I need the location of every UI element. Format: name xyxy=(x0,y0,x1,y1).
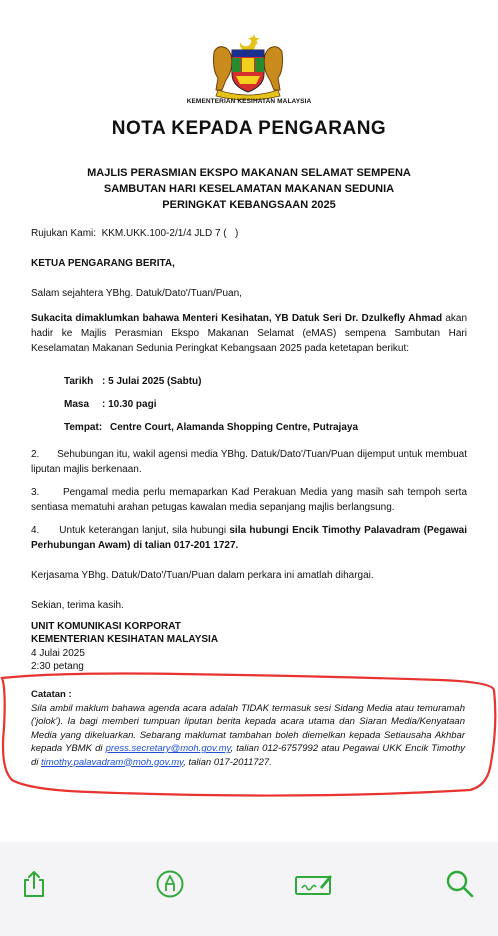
greeting: Salam sejahtera YBhg. Datuk/Dato'/Tuan/Puan, xyxy=(31,288,242,299)
paragraph-text: Pengamal media perlu memaparkan Kad Perakuan Media yang masih sah tempoh serta sentiasa mematuhi arahan petugas kawalan media sepanjang majlis berlangsung. xyxy=(31,487,467,513)
note-text: Sila ambil maklum bahawa agenda acara adalah TIDAK termasuk sesi Sidang Media atau temuramah ('jolok'). Ia bagi memberi tumpuan liputan berita kepada acara utama dan Siaran Media/Kenyataan Media yang dikeluarkan. Sebarang maklumat tambahan boleh diemelkan kepada Setiausaha Akhbar kepada YBMK di xyxy=(31,702,465,754)
note-heading: Catatan : xyxy=(31,689,72,700)
markup-icon xyxy=(155,869,185,899)
press-secretary-email-link[interactable]: press.secretary@moh.gov.my xyxy=(105,743,231,754)
date-value: : 5 Julai 2025 (Sabtu) xyxy=(102,376,202,387)
bottom-toolbar xyxy=(0,842,498,936)
thanks-line: Sekian, terima kasih. xyxy=(31,600,124,611)
search-icon xyxy=(445,869,475,899)
share-button[interactable] xyxy=(12,862,56,906)
subtitle-line: SAMBUTAN HARI KESELAMATAN MAKANAN SEDUNIA xyxy=(103,183,395,195)
paragraph-number: 3. xyxy=(31,487,40,498)
contact-bold: sila hubungi Encik Timothy Palavadram (Pegawai Perhubungan Awam) di talian 017-201 1727. xyxy=(31,525,467,551)
intro-bold: Sukacita dimaklumkan bahawa Menteri Kesihatan, YB Datuk Seri Dr. Dzulkefly Ahmad xyxy=(31,313,443,324)
note-text: , talian 017-2011727. xyxy=(183,756,272,768)
date-label: Tarikh xyxy=(64,376,94,387)
venue-label: Tempat: xyxy=(64,422,103,433)
signature-icon xyxy=(294,871,334,897)
venue-value: Centre Court, Alamanda Shopping Centre, Putrajaya xyxy=(110,422,359,433)
signature-date: 4 Julai 2025 xyxy=(31,648,85,659)
ministry-caption: KEMENTERIAN KESIHATAN MALAYSIA xyxy=(186,98,312,105)
paragraph-text: Untuk keterangan lanjut, sila hubungi xyxy=(59,525,230,536)
closing-line: Kerjasama YBhg. Datuk/Dato'/Tuan/Puan dalam perkara ini amatlah dihargai. xyxy=(31,570,374,581)
subtitle-line: PERINGKAT KEBANGSAAN 2025 xyxy=(162,199,336,211)
time-label: Masa xyxy=(64,399,90,410)
paragraph-4 xyxy=(31,523,467,553)
signature-button[interactable] xyxy=(292,862,336,906)
time-value: : 10.30 pagi xyxy=(102,399,157,410)
addressee: KETUA PENGARANG BERITA, xyxy=(31,258,175,269)
share-icon xyxy=(20,869,48,899)
signature-ministry: KEMENTERIAN KESIHATAN MALAYSIA xyxy=(31,634,219,645)
subtitle-line: MAJLIS PERASMIAN EKSPO MAKANAN SELAMAT SEMPENA xyxy=(87,167,411,179)
malaysia-coat-of-arms-logo xyxy=(208,30,288,100)
reference-line: Rujukan Kami: KKM.UKK.100-2/1/4 JLD 7 ( ) xyxy=(31,228,239,239)
paragraph-3 xyxy=(31,485,467,515)
signature-time: 2:30 petang xyxy=(31,661,84,672)
paragraph-text: Sehubungan itu, wakil agensi media YBhg. Datuk/Dato'/Tuan/Puan dijemput untuk membuat liputan majlis berkenaan. xyxy=(31,449,468,475)
signature-unit: UNIT KOMUNIKASI KORPORAT xyxy=(31,621,181,632)
note-text: , talian 012-6757992 atau Pegawai UKK Encik Timothy di xyxy=(31,743,465,768)
search-button[interactable] xyxy=(438,862,482,906)
intro-text: akan hadir ke Majlis Perasmian Ekspo Makanan Selamat (eMAS) sempena Sambutan Hari Keselamatan Makanan Sedunia Peringkat Kebangsaan 2025 pada ketetapan berikut: xyxy=(31,313,468,354)
page-title: NOTA KEPADA PENGARANG xyxy=(111,118,387,139)
note-block xyxy=(31,688,465,769)
intro-paragraph xyxy=(31,311,467,356)
paragraph-number: 2. xyxy=(31,449,40,460)
paragraph-number: 4. xyxy=(31,525,40,536)
event-subtitle xyxy=(40,165,458,213)
markup-button[interactable] xyxy=(148,862,192,906)
paragraph-2 xyxy=(31,447,467,477)
timothy-email-link[interactable]: timothy.palavadram@moh.gov.my xyxy=(41,756,184,768)
